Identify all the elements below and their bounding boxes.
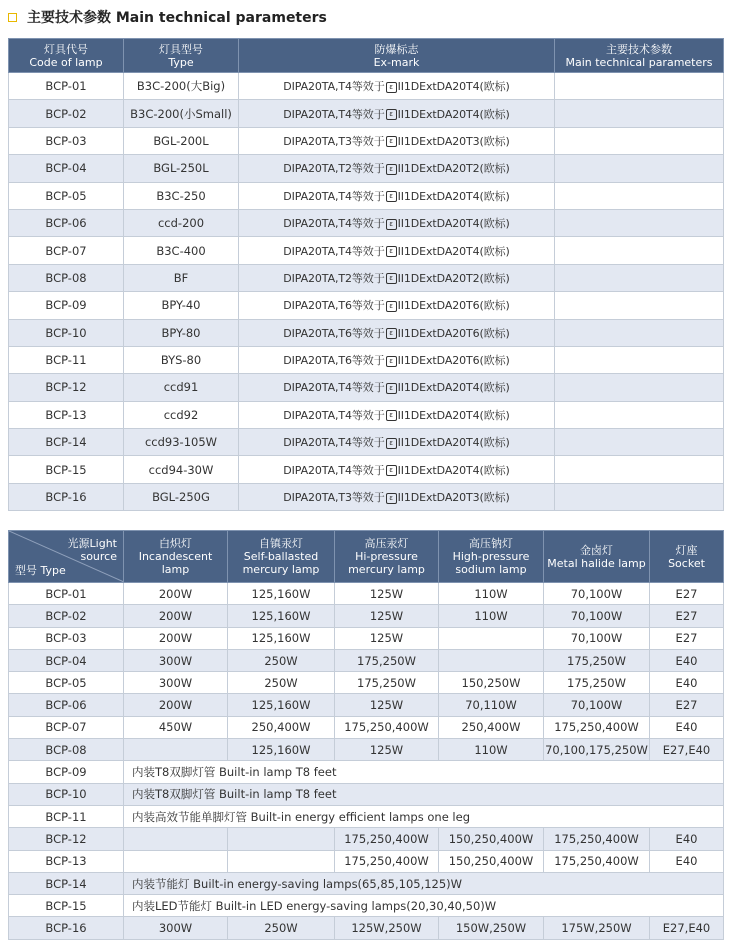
cell-hi-pressure-mercury: 125W [335,694,439,716]
cell-metal-halide: 175,250W [544,672,650,694]
cell-note: 内装高效节能单脚灯管 Built-in energy efficient lamps one leg [124,805,724,827]
cell-main-params [555,73,724,100]
cell-code: BCP-15 [9,895,124,917]
cell-main-params [555,209,724,236]
cell-type: BGL-250G [124,483,239,510]
cell-type: BPY-40 [124,292,239,319]
cell-high-pressure-sodium: 110W [439,583,544,605]
cell-self-ballasted: 125,160W [228,739,335,761]
cell-code: BCP-05 [9,672,124,694]
table-row [9,716,724,738]
table-row [9,872,724,894]
table-row [9,672,724,694]
cell-self-ballasted: 125,160W [228,694,335,716]
table-row [9,182,724,209]
cell-self-ballasted: 125,160W [228,583,335,605]
table-row [9,828,724,850]
cell-high-pressure-sodium: 150W,250W [439,917,544,939]
cell-self-ballasted [228,850,335,872]
cell-code: BCP-11 [9,346,124,373]
cell-ex-mark [239,100,555,127]
cell-socket: E40 [650,672,724,694]
cell-type: BF [124,264,239,291]
cell-type: ccd92 [124,401,239,428]
cell-socket: E27 [650,583,724,605]
cell-high-pressure-sodium: 70,110W [439,694,544,716]
cell-code: BCP-01 [9,583,124,605]
cell-hi-pressure-mercury: 125W [335,739,439,761]
ex-mark-prefix: DIPA20TA,T4等效于 [283,244,385,258]
cell-incandescent: 300W [124,649,228,671]
cell-ex-mark [239,456,555,483]
cell-metal-halide: 70,100W [544,627,650,649]
table-row [9,127,724,154]
cell-incandescent: 200W [124,583,228,605]
cell-main-params [555,429,724,456]
cell-socket: E27 [650,605,724,627]
cell-incandescent [124,739,228,761]
cell-code: BCP-12 [9,828,124,850]
table-row [9,627,724,649]
cell-high-pressure-sodium: 150,250,400W [439,828,544,850]
cell-type: ccd93-105W [124,429,239,456]
table-row [9,100,724,127]
ex-hexagon-icon: ε [386,246,397,257]
cell-code: BCP-08 [9,264,124,291]
ex-mark-prefix: DIPA20TA,T2等效于 [283,271,385,285]
ex-hexagon-icon: ε [386,438,397,449]
cell-ex-mark [239,237,555,264]
cell-code: BCP-01 [9,73,124,100]
cell-incandescent: 450W [124,716,228,738]
cell-incandescent: 200W [124,627,228,649]
ex-mark-prefix: DIPA20TA,T3等效于 [283,134,385,148]
ex-mark-suffix: II1DExtDA20T2(欧标) [397,271,510,285]
cell-code: BCP-10 [9,319,124,346]
cell-main-params [555,127,724,154]
section-title-text: 主要技术参数 Main technical parameters [27,10,327,26]
cell-incandescent: 200W [124,694,228,716]
cell-high-pressure-sodium: 150,250W [439,672,544,694]
ex-mark-suffix: II1DExtDA20T4(欧标) [397,80,510,94]
ex-mark-prefix: DIPA20TA,T4等效于 [283,107,385,121]
cell-ex-mark [239,73,555,100]
ex-mark-suffix: II1DExtDA20T3(欧标) [397,134,510,148]
cell-code: BCP-04 [9,155,124,182]
ex-mark-prefix: DIPA20TA,T2等效于 [283,162,385,176]
ex-mark-prefix: DIPA20TA,T3等效于 [283,491,385,505]
cell-metal-halide: 175,250,400W [544,716,650,738]
cell-main-params [555,374,724,401]
cell-main-params [555,319,724,346]
ex-hexagon-icon: ε [386,328,397,339]
header-incandescent: 白炽灯 Incandescent lamp [124,531,228,583]
cell-ex-mark [239,346,555,373]
cell-code: BCP-02 [9,100,124,127]
header-ex-mark: 防爆标志 Ex-mark [239,39,555,73]
cell-type: B3C-200(大Big) [124,73,239,100]
ex-hexagon-icon: ε [386,410,397,421]
ex-hexagon-icon: ε [386,82,397,93]
ex-hexagon-icon: ε [386,493,397,504]
cell-main-params [555,155,724,182]
cell-high-pressure-sodium: 110W [439,739,544,761]
cell-incandescent [124,828,228,850]
ex-mark-suffix: II1DExtDA20T4(欧标) [397,463,510,477]
cell-metal-halide: 175,250W [544,649,650,671]
cell-high-pressure-sodium [439,627,544,649]
cell-hi-pressure-mercury: 125W [335,583,439,605]
ex-hexagon-icon: ε [386,301,397,312]
table-row [9,429,724,456]
table-row [9,456,724,483]
cell-high-pressure-sodium: 250,400W [439,716,544,738]
ex-mark-prefix: DIPA20TA,T4等效于 [283,189,385,203]
cell-hi-pressure-mercury: 175,250,400W [335,828,439,850]
table-row [9,155,724,182]
cell-code: BCP-02 [9,605,124,627]
cell-code: BCP-12 [9,374,124,401]
cell-ex-mark [239,374,555,401]
cell-code: BCP-03 [9,627,124,649]
cell-code: BCP-07 [9,716,124,738]
cell-code: BCP-09 [9,292,124,319]
cell-type: ccd94-30W [124,456,239,483]
cell-code: BCP-14 [9,872,124,894]
cell-main-params [555,100,724,127]
table-row [9,319,724,346]
cell-note: 内装T8双脚灯管 Built-in lamp T8 feet [124,783,724,805]
cell-socket: E27 [650,627,724,649]
cell-ex-mark [239,319,555,346]
table-row [9,292,724,319]
cell-metal-halide: 70,100W [544,694,650,716]
cell-type: BGL-250L [124,155,239,182]
cell-socket: E27,E40 [650,739,724,761]
cell-hi-pressure-mercury: 125W [335,627,439,649]
ex-mark-suffix: II1DExtDA20T6(欧标) [397,299,510,313]
ex-hexagon-icon: ε [386,109,397,120]
table-row [9,917,724,939]
square-bullet-icon [8,13,17,22]
ex-mark-prefix: DIPA20TA,T4等效于 [283,381,385,395]
cell-type: BYS-80 [124,346,239,373]
cell-main-params [555,237,724,264]
table-row [9,374,724,401]
header-socket: 灯座 Socket [650,531,724,583]
ex-mark-suffix: II1DExtDA20T6(欧标) [397,326,510,340]
table-row [9,850,724,872]
cell-type: B3C-400 [124,237,239,264]
corner-light-source: 光源Light source [67,537,117,563]
ex-mark-prefix: DIPA20TA,T4等效于 [283,217,385,231]
cell-socket: E27 [650,694,724,716]
cell-ex-mark [239,292,555,319]
cell-code: BCP-09 [9,761,124,783]
cell-note: 内装LED节能灯 Built-in LED energy-saving lamps(20,30,40,50)W [124,895,724,917]
cell-code: BCP-06 [9,209,124,236]
table-row [9,583,724,605]
cell-incandescent: 300W [124,672,228,694]
header-self-ballasted: 自镇汞灯 Self-ballasted mercury lamp [228,531,335,583]
ex-mark-table-header [9,39,724,73]
cell-code: BCP-13 [9,850,124,872]
cell-type: B3C-200(小Small) [124,100,239,127]
cell-code: BCP-03 [9,127,124,154]
cell-code: BCP-13 [9,401,124,428]
cell-socket: E40 [650,649,724,671]
header-corner [9,531,124,583]
cell-type: ccd-200 [124,209,239,236]
cell-code: BCP-16 [9,917,124,939]
cell-main-params [555,401,724,428]
cell-ex-mark [239,209,555,236]
header-hi-pressure-mercury: 高压汞灯 Hi-pressure mercury lamp [335,531,439,583]
ex-mark-suffix: II1DExtDA20T2(欧标) [397,162,510,176]
ex-mark-suffix: II1DExtDA20T4(欧标) [397,189,510,203]
cell-incandescent: 200W [124,605,228,627]
cell-self-ballasted: 125,160W [228,605,335,627]
cell-main-params [555,346,724,373]
table-row [9,209,724,236]
ex-mark-prefix: DIPA20TA,T6等效于 [283,299,385,313]
cell-ex-mark [239,429,555,456]
cell-ex-mark [239,155,555,182]
table-row [9,783,724,805]
cell-ex-mark [239,401,555,428]
ex-hexagon-icon: ε [386,219,397,230]
ex-mark-suffix: II1DExtDA20T3(欧标) [397,491,510,505]
table-row [9,483,724,510]
ex-mark-suffix: II1DExtDA20T4(欧标) [397,381,510,395]
cell-self-ballasted: 250,400W [228,716,335,738]
cell-high-pressure-sodium [439,649,544,671]
table-row [9,694,724,716]
cell-code: BCP-16 [9,483,124,510]
cell-main-params [555,456,724,483]
table-row [9,805,724,827]
cell-code: BCP-04 [9,649,124,671]
cell-note: 内装节能灯 Built-in energy-saving lamps(65,85,105,125)W [124,872,724,894]
cell-socket: E40 [650,828,724,850]
cell-code: BCP-07 [9,237,124,264]
header-high-pressure-sodium: 高压钠灯 High-pressure sodium lamp [439,531,544,583]
cell-metal-halide: 70,100,175,250W [544,739,650,761]
table-row [9,761,724,783]
table-row [9,73,724,100]
ex-hexagon-icon: ε [386,465,397,476]
table-row [9,264,724,291]
cell-type: BGL-200L [124,127,239,154]
light-source-table-header [9,531,724,583]
cell-self-ballasted: 250W [228,672,335,694]
ex-mark-prefix: DIPA20TA,T4等效于 [283,463,385,477]
cell-main-params [555,264,724,291]
cell-incandescent [124,850,228,872]
header-code: 灯具代号 Code of lamp [9,39,124,73]
header-metal-halide: 金卤灯 Metal halide lamp [544,531,650,583]
cell-socket: E40 [650,850,724,872]
cell-main-params [555,292,724,319]
cell-note: 内装T8双脚灯管 Built-in lamp T8 feet [124,761,724,783]
ex-hexagon-icon: ε [386,191,397,202]
cell-socket: E27,E40 [650,917,724,939]
ex-hexagon-icon: ε [386,273,397,284]
ex-hexagon-icon: ε [386,136,397,147]
cell-hi-pressure-mercury: 175,250,400W [335,716,439,738]
cell-high-pressure-sodium: 110W [439,605,544,627]
ex-mark-table [8,38,724,511]
cell-ex-mark [239,483,555,510]
cell-self-ballasted: 125,160W [228,627,335,649]
cell-hi-pressure-mercury: 125W [335,605,439,627]
cell-type: B3C-250 [124,182,239,209]
ex-mark-prefix: DIPA20TA,T4等效于 [283,408,385,422]
ex-mark-suffix: II1DExtDA20T4(欧标) [397,107,510,121]
cell-code: BCP-05 [9,182,124,209]
corner-type: 型号 Type [15,564,66,577]
table-row [9,237,724,264]
ex-hexagon-icon: ε [386,356,397,367]
cell-hi-pressure-mercury: 175,250W [335,649,439,671]
cell-type: ccd91 [124,374,239,401]
cell-main-params [555,483,724,510]
cell-self-ballasted: 250W [228,649,335,671]
table-row [9,346,724,373]
light-source-table [8,530,724,940]
ex-mark-prefix: DIPA20TA,T6等效于 [283,326,385,340]
ex-hexagon-icon: ε [386,164,397,175]
cell-ex-mark [239,264,555,291]
cell-hi-pressure-mercury: 175,250,400W [335,850,439,872]
cell-metal-halide: 175W,250W [544,917,650,939]
cell-hi-pressure-mercury: 175,250W [335,672,439,694]
cell-hi-pressure-mercury: 125W,250W [335,917,439,939]
cell-metal-halide: 175,250,400W [544,828,650,850]
ex-mark-suffix: II1DExtDA20T6(欧标) [397,354,510,368]
cell-socket: E40 [650,716,724,738]
ex-mark-suffix: II1DExtDA20T4(欧标) [397,217,510,231]
cell-incandescent: 300W [124,917,228,939]
table-row [9,649,724,671]
table-row [9,739,724,761]
cell-code: BCP-11 [9,805,124,827]
cell-code: BCP-06 [9,694,124,716]
header-main-params: 主要技术参数 Main technical parameters [555,39,724,73]
table-row [9,895,724,917]
cell-metal-halide: 70,100W [544,605,650,627]
cell-high-pressure-sodium: 150,250,400W [439,850,544,872]
ex-mark-prefix: DIPA20TA,T4等效于 [283,80,385,94]
ex-mark-suffix: II1DExtDA20T4(欧标) [397,436,510,450]
ex-mark-prefix: DIPA20TA,T6等效于 [283,354,385,368]
ex-hexagon-icon: ε [386,383,397,394]
table-row [9,401,724,428]
cell-code: BCP-14 [9,429,124,456]
table-row [9,605,724,627]
ex-mark-suffix: II1DExtDA20T4(欧标) [397,244,510,258]
cell-metal-halide: 175,250,400W [544,850,650,872]
cell-main-params [555,182,724,209]
section-title [8,4,327,30]
cell-metal-halide: 70,100W [544,583,650,605]
cell-code: BCP-15 [9,456,124,483]
cell-code: BCP-08 [9,739,124,761]
cell-ex-mark [239,127,555,154]
cell-self-ballasted [228,828,335,850]
cell-code: BCP-10 [9,783,124,805]
cell-self-ballasted: 250W [228,917,335,939]
cell-type: BPY-80 [124,319,239,346]
header-type: 灯具型号 Type [124,39,239,73]
ex-mark-suffix: II1DExtDA20T4(欧标) [397,408,510,422]
ex-mark-prefix: DIPA20TA,T4等效于 [283,436,385,450]
cell-ex-mark [239,182,555,209]
